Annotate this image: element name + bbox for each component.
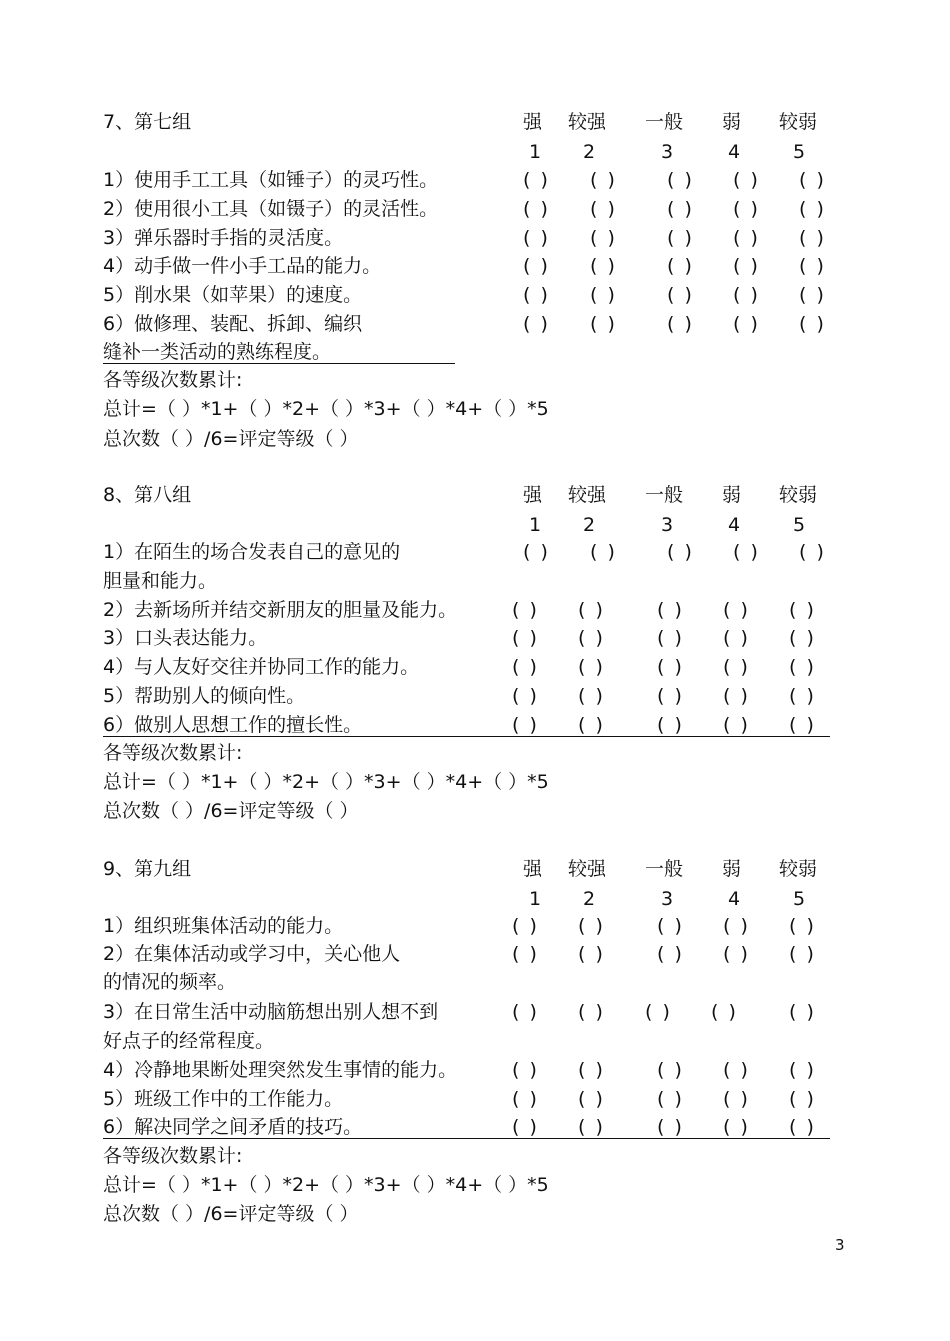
rating-checkbox[interactable]: ( ) bbox=[789, 627, 816, 649]
rating-checkbox[interactable]: ( ) bbox=[578, 656, 605, 678]
rating-checkbox[interactable]: ( ) bbox=[590, 284, 617, 306]
rating-label: 较弱 bbox=[779, 111, 818, 133]
rating-checkbox[interactable]: ( ) bbox=[723, 627, 750, 649]
rating-checkbox[interactable]: ( ) bbox=[667, 227, 694, 249]
question-text: 1）在陌生的场合发表自己的意见的 bbox=[103, 541, 401, 563]
rating-checkbox[interactable]: ( ) bbox=[578, 943, 605, 965]
rating-checkbox[interactable]: ( ) bbox=[667, 541, 694, 563]
rating-checkbox[interactable]: ( ) bbox=[789, 685, 816, 707]
question-text: 6）解决同学之间矛盾的技巧。 bbox=[103, 1116, 363, 1138]
rating-label: 较强 bbox=[568, 111, 607, 133]
rating-checkbox[interactable]: ( ) bbox=[657, 685, 684, 707]
rating-checkbox[interactable]: ( ) bbox=[723, 599, 750, 621]
rating-checkbox[interactable]: ( ) bbox=[789, 943, 816, 965]
total-formula: 总计=（ ）*1+（ ）*2+（ ）*3+（ ）*4+（ ）*5 bbox=[103, 1174, 549, 1196]
rating-checkbox[interactable]: ( ) bbox=[578, 599, 605, 621]
rating-checkbox[interactable]: ( ) bbox=[512, 943, 539, 965]
question-text-continued: 好点子的经常程度。 bbox=[103, 1030, 275, 1052]
rating-number: 1 bbox=[529, 514, 542, 536]
rating-checkbox[interactable]: ( ) bbox=[667, 313, 694, 335]
accumulation-label: 各等级次数累计: bbox=[103, 742, 243, 764]
rating-checkbox[interactable]: ( ) bbox=[645, 1001, 672, 1023]
rating-checkbox[interactable]: ( ) bbox=[512, 1088, 539, 1110]
rating-checkbox[interactable]: ( ) bbox=[733, 255, 760, 277]
rating-label: 弱 bbox=[722, 111, 742, 133]
rating-checkbox[interactable]: ( ) bbox=[723, 1088, 750, 1110]
rating-number: 1 bbox=[529, 888, 542, 910]
question-text: 2）去新场所并结交新朋友的胆量及能力。 bbox=[103, 599, 458, 621]
rating-checkbox[interactable]: ( ) bbox=[799, 198, 826, 220]
rating-checkbox[interactable]: ( ) bbox=[590, 169, 617, 191]
rating-checkbox[interactable]: ( ) bbox=[578, 627, 605, 649]
rating-checkbox[interactable]: ( ) bbox=[733, 227, 760, 249]
rating-checkbox[interactable]: ( ) bbox=[657, 1059, 684, 1081]
question-text: 4）动手做一件小手工品的能力。 bbox=[103, 255, 382, 277]
rating-label: 一般 bbox=[645, 858, 684, 880]
total-formula: 总计=（ ）*1+（ ）*2+（ ）*3+（ ）*4+（ ）*5 bbox=[103, 771, 549, 793]
accumulation-label: 各等级次数累计: bbox=[103, 1145, 243, 1167]
rating-checkbox[interactable]: ( ) bbox=[590, 313, 617, 335]
rating-checkbox[interactable]: ( ) bbox=[799, 227, 826, 249]
rating-checkbox[interactable]: ( ) bbox=[789, 915, 816, 937]
question-text: 4）冷静地果断处理突然发生事情的能力。 bbox=[103, 1059, 458, 1081]
rating-checkbox[interactable]: ( ) bbox=[733, 169, 760, 191]
rating-label: 强 bbox=[523, 111, 543, 133]
page-number: 3 bbox=[835, 1236, 845, 1254]
rating-checkbox[interactable]: ( ) bbox=[512, 714, 539, 736]
rating-checkbox[interactable]: ( ) bbox=[590, 227, 617, 249]
rating-checkbox[interactable]: ( ) bbox=[578, 1059, 605, 1081]
group-title: 7、第七组 bbox=[103, 111, 192, 133]
rating-checkbox[interactable]: ( ) bbox=[657, 915, 684, 937]
rating-checkbox[interactable]: ( ) bbox=[523, 313, 550, 335]
rating-checkbox[interactable]: ( ) bbox=[578, 685, 605, 707]
rating-checkbox[interactable]: ( ) bbox=[512, 1001, 539, 1023]
rating-number: 5 bbox=[793, 141, 806, 163]
rating-checkbox[interactable]: ( ) bbox=[799, 284, 826, 306]
rating-label: 弱 bbox=[722, 858, 742, 880]
group-title: 9、第九组 bbox=[103, 858, 192, 880]
rating-checkbox[interactable]: ( ) bbox=[578, 1088, 605, 1110]
rating-checkbox[interactable]: ( ) bbox=[733, 198, 760, 220]
rating-checkbox[interactable]: ( ) bbox=[733, 313, 760, 335]
grade-formula: 总次数（ ）/6=评定等级（ ） bbox=[103, 428, 359, 450]
rating-checkbox[interactable]: ( ) bbox=[799, 313, 826, 335]
rating-checkbox[interactable]: ( ) bbox=[512, 915, 539, 937]
rating-checkbox[interactable]: ( ) bbox=[578, 714, 605, 736]
rating-checkbox[interactable]: ( ) bbox=[512, 656, 539, 678]
question-text: 2）在集体活动或学习中，关心他人 bbox=[103, 943, 401, 965]
rating-checkbox[interactable]: ( ) bbox=[512, 1116, 539, 1138]
rating-checkbox[interactable]: ( ) bbox=[578, 1116, 605, 1138]
total-formula: 总计=（ ）*1+（ ）*2+（ ）*3+（ ）*4+（ ）*5 bbox=[103, 398, 549, 420]
question-text: 5）班级工作中的工作能力。 bbox=[103, 1088, 344, 1110]
rating-checkbox[interactable]: ( ) bbox=[789, 714, 816, 736]
question-text: 6）做别人思想工作的擅长性。 bbox=[103, 714, 363, 736]
rating-checkbox[interactable]: ( ) bbox=[723, 1116, 750, 1138]
section-rule bbox=[103, 363, 455, 364]
question-text: 2）使用很小工具（如镊子）的灵活性。 bbox=[103, 198, 439, 220]
section-rule bbox=[103, 1138, 830, 1139]
rating-number: 3 bbox=[661, 514, 674, 536]
question-text-continued: 的情况的频率。 bbox=[103, 971, 237, 993]
question-text: 6）做修理、装配、拆卸、编织 bbox=[103, 313, 363, 335]
rating-number: 5 bbox=[793, 514, 806, 536]
rating-checkbox[interactable]: ( ) bbox=[723, 714, 750, 736]
question-text: 3）口头表达能力。 bbox=[103, 627, 268, 649]
rating-checkbox[interactable]: ( ) bbox=[789, 656, 816, 678]
rating-checkbox[interactable]: ( ) bbox=[789, 599, 816, 621]
rating-checkbox[interactable]: ( ) bbox=[590, 198, 617, 220]
rating-label: 较弱 bbox=[779, 858, 818, 880]
rating-checkbox[interactable]: ( ) bbox=[512, 627, 539, 649]
grade-formula: 总次数（ ）/6=评定等级（ ） bbox=[103, 1203, 359, 1225]
rating-checkbox[interactable]: ( ) bbox=[723, 1059, 750, 1081]
rating-checkbox[interactable]: ( ) bbox=[578, 915, 605, 937]
rating-checkbox[interactable]: ( ) bbox=[512, 685, 539, 707]
rating-checkbox[interactable]: ( ) bbox=[723, 943, 750, 965]
rating-checkbox[interactable]: ( ) bbox=[512, 1059, 539, 1081]
question-text: 1）使用手工工具（如锤子）的灵巧性。 bbox=[103, 169, 439, 191]
rating-number: 4 bbox=[728, 141, 741, 163]
question-text-continued: 缝补一类活动的熟练程度。 bbox=[103, 341, 332, 363]
question-text-continued: 胆量和能力。 bbox=[103, 570, 218, 592]
rating-checkbox[interactable]: ( ) bbox=[523, 284, 550, 306]
rating-number: 2 bbox=[583, 514, 596, 536]
rating-checkbox[interactable]: ( ) bbox=[789, 1088, 816, 1110]
rating-checkbox[interactable]: ( ) bbox=[667, 284, 694, 306]
rating-checkbox[interactable]: ( ) bbox=[657, 714, 684, 736]
rating-checkbox[interactable]: ( ) bbox=[667, 169, 694, 191]
rating-checkbox[interactable]: ( ) bbox=[733, 541, 760, 563]
rating-checkbox[interactable]: ( ) bbox=[667, 198, 694, 220]
rating-checkbox[interactable]: ( ) bbox=[523, 169, 550, 191]
rating-checkbox[interactable]: ( ) bbox=[657, 599, 684, 621]
group-title: 8、第八组 bbox=[103, 484, 192, 506]
rating-label: 较弱 bbox=[779, 484, 818, 506]
rating-checkbox[interactable]: ( ) bbox=[590, 255, 617, 277]
rating-label: 强 bbox=[523, 484, 543, 506]
question-text: 5）帮助别人的倾向性。 bbox=[103, 685, 306, 707]
rating-checkbox[interactable]: ( ) bbox=[523, 255, 550, 277]
rating-checkbox[interactable]: ( ) bbox=[711, 1001, 738, 1023]
rating-number: 5 bbox=[793, 888, 806, 910]
question-text: 3）弹乐器时手指的灵活度。 bbox=[103, 227, 344, 249]
rating-checkbox[interactable]: ( ) bbox=[799, 255, 826, 277]
rating-checkbox[interactable]: ( ) bbox=[523, 541, 550, 563]
question-text: 4）与人友好交往并协同工作的能力。 bbox=[103, 656, 420, 678]
rating-checkbox[interactable]: ( ) bbox=[723, 685, 750, 707]
grade-formula: 总次数（ ）/6=评定等级（ ） bbox=[103, 800, 359, 822]
rating-number: 2 bbox=[583, 141, 596, 163]
rating-checkbox[interactable]: ( ) bbox=[723, 915, 750, 937]
rating-label: 强 bbox=[523, 858, 543, 880]
rating-number: 4 bbox=[728, 514, 741, 536]
rating-number: 1 bbox=[529, 141, 542, 163]
rating-checkbox[interactable]: ( ) bbox=[657, 943, 684, 965]
rating-checkbox[interactable]: ( ) bbox=[657, 656, 684, 678]
rating-number: 2 bbox=[583, 888, 596, 910]
rating-label: 弱 bbox=[722, 484, 742, 506]
rating-checkbox[interactable]: ( ) bbox=[799, 169, 826, 191]
question-text: 5）削水果（如苹果）的速度。 bbox=[103, 284, 363, 306]
rating-checkbox[interactable]: ( ) bbox=[789, 1001, 816, 1023]
question-text: 1）组织班集体活动的能力。 bbox=[103, 915, 344, 937]
rating-checkbox[interactable]: ( ) bbox=[523, 227, 550, 249]
rating-checkbox[interactable]: ( ) bbox=[789, 1116, 816, 1138]
rating-checkbox[interactable]: ( ) bbox=[723, 656, 750, 678]
rating-label: 较强 bbox=[568, 484, 607, 506]
rating-label: 一般 bbox=[645, 484, 684, 506]
rating-checkbox[interactable]: ( ) bbox=[523, 198, 550, 220]
section-rule bbox=[103, 736, 830, 737]
rating-checkbox[interactable]: ( ) bbox=[667, 255, 694, 277]
rating-label: 一般 bbox=[645, 111, 684, 133]
rating-checkbox[interactable]: ( ) bbox=[657, 1116, 684, 1138]
rating-checkbox[interactable]: ( ) bbox=[590, 541, 617, 563]
rating-number: 3 bbox=[661, 888, 674, 910]
accumulation-label: 各等级次数累计: bbox=[103, 369, 243, 391]
rating-checkbox[interactable]: ( ) bbox=[733, 284, 760, 306]
question-text: 3）在日常生活中动脑筋想出别人想不到 bbox=[103, 1001, 439, 1023]
rating-number: 4 bbox=[728, 888, 741, 910]
rating-checkbox[interactable]: ( ) bbox=[578, 1001, 605, 1023]
rating-checkbox[interactable]: ( ) bbox=[657, 1088, 684, 1110]
rating-checkbox[interactable]: ( ) bbox=[512, 599, 539, 621]
rating-number: 3 bbox=[661, 141, 674, 163]
rating-checkbox[interactable]: ( ) bbox=[657, 627, 684, 649]
rating-checkbox[interactable]: ( ) bbox=[799, 541, 826, 563]
rating-checkbox[interactable]: ( ) bbox=[789, 1059, 816, 1081]
rating-label: 较强 bbox=[568, 858, 607, 880]
